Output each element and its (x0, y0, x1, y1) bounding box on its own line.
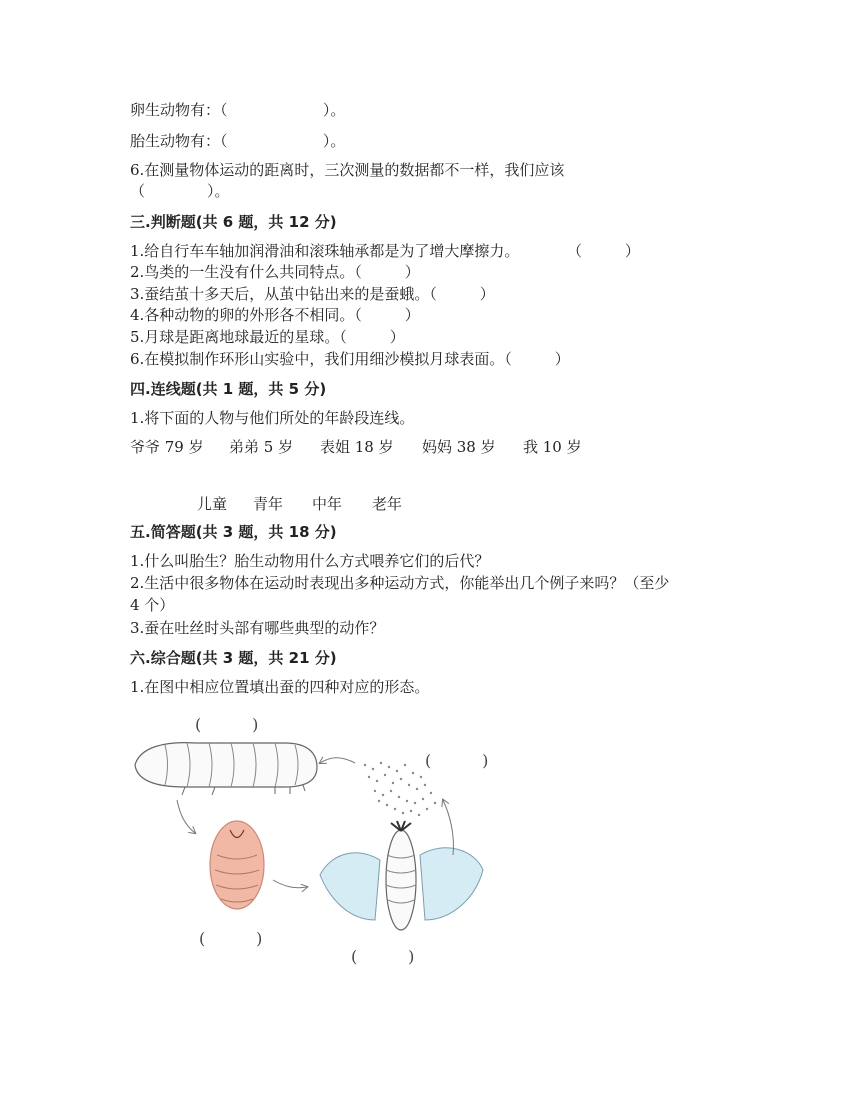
section-6-heading: 六.综合题(共 3 题，共 21 分) (130, 649, 337, 667)
person-grandpa: 爷爷 79 岁 (130, 438, 204, 456)
larva-blank: ( ) (195, 715, 259, 734)
age-group-middle: 中年 (312, 495, 343, 513)
section-3-heading: 三.判断题(共 6 题，共 12 分) (130, 213, 337, 231)
arrow-moth-to-eggs (443, 800, 453, 855)
larva-drawing (135, 743, 317, 795)
age-group-row (197, 494, 497, 514)
section-5-heading: 五.简答题(共 3 题，共 18 分) (130, 523, 337, 541)
judge-item-4: 4.各种动物的卵的外形各不相同。（ ） (130, 306, 420, 324)
moth-drawing (320, 821, 483, 930)
short-answer-2-cont: 4 个） (130, 596, 175, 614)
arrow-larva-to-pupa (177, 800, 195, 833)
person-cousin: 表姐 18 岁 (320, 438, 394, 456)
judge-item-5: 5.月球是距离地球最近的星球。（ ） (130, 328, 405, 346)
pupa-blank: ( ) (199, 929, 263, 948)
age-group-youth: 青年 (253, 495, 284, 513)
short-answer-1: 1.什么叫胎生？胎生动物用什么方式喂养它们的后代？ (130, 552, 490, 570)
eggs-blank: ( ) (425, 751, 489, 770)
judge-item-6: 6.在模拟制作环形山实验中，我们用细沙模拟月球表面。（ ） (130, 350, 570, 368)
age-group-child: 儿童 (197, 495, 228, 513)
short-answer-2: 2.生活中很多物体在运动时表现出多种运动方式，你能举出几个例子来吗？（至少 (130, 574, 670, 592)
comprehensive-question-1: 1.在图中相应位置填出蚕的四种对应的形态。 (130, 678, 430, 696)
person-younger-brother: 弟弟 5 岁 (229, 438, 294, 456)
moth-blank: ( ) (351, 947, 415, 966)
person-mother: 妈妈 38 岁 (422, 438, 496, 456)
pupa-drawing (210, 821, 264, 909)
oviparous-blank-line: 卵生动物有：（ ）。 (130, 101, 346, 119)
silkworm-lifecycle-figure (125, 705, 505, 975)
arrow-pupa-to-moth (273, 880, 307, 888)
lifecycle-illustration (125, 705, 505, 975)
people-row (130, 437, 630, 457)
short-answer-3: 3.蚕在吐丝时头部有哪些典型的动作？ (130, 619, 385, 637)
judge-item-3: 3.蚕结茧十多天后，从茧中钻出来的是蚕蛾。（ ） (130, 285, 495, 303)
question-6-line1: 6.在测量物体运动的距离时，三次测量的数据都不一样，我们应该 (130, 161, 565, 179)
age-group-elder: 老年 (372, 495, 403, 513)
arrow-eggs-to-larva (320, 758, 355, 763)
section-4-heading: 四.连线题(共 1 题，共 5 分) (130, 380, 327, 398)
question-6-line2: （ ）。 (130, 182, 230, 200)
viviparous-blank-line: 胎生动物有：（ ）。 (130, 132, 346, 150)
judge-item-1: 1.给自行车车轴加润滑油和滚珠轴承都是为了增大摩擦力。 （ ） (130, 242, 640, 260)
person-me: 我 10 岁 (523, 438, 582, 456)
judge-item-2: 2.鸟类的一生没有什么共同特点。（ ） (130, 263, 420, 281)
matching-question: 1.将下面的人物与他们所处的年龄段连线。 (130, 409, 415, 427)
